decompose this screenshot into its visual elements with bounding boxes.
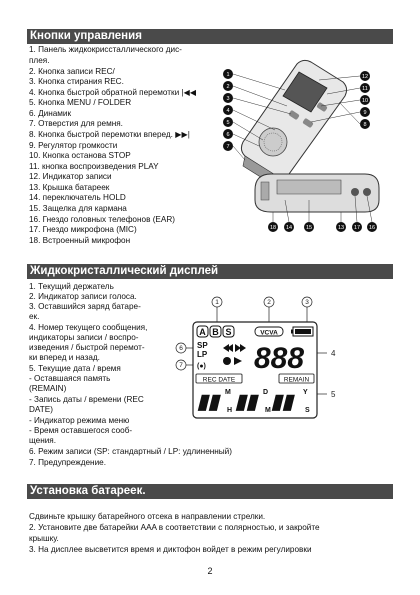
callout-number: 13 — [337, 225, 345, 231]
controls-item: 3. Кнопка стирания REC. — [29, 77, 124, 86]
callout-number: 1 — [226, 72, 230, 78]
battery-step: 2. Установите две батарейки AAA в соответствии с полярностью, и закройте — [29, 523, 320, 532]
callout-number: 3 — [226, 96, 230, 102]
callout-number: 12 — [361, 74, 369, 80]
lcd-item: - Индикатор режима меню — [29, 416, 130, 425]
svg-text:▮▮: ▮▮ — [197, 391, 220, 413]
rec-date-indicator: REC DATE — [202, 376, 236, 384]
lcd-item: 5. Текущие дата / время — [29, 364, 121, 373]
lcd-item: изведения / быстрой перемот- — [29, 343, 145, 352]
controls-item: 17. Гнездо микрофона (MIC) — [29, 225, 137, 234]
battery-step: Сдвиньте крышку батарейного отсека в направлении стрелки. — [29, 512, 266, 521]
lcd-callout: 5 — [331, 390, 336, 399]
callout-number: 10 — [361, 98, 369, 104]
lcd-item: 4. Номер текущего сообщения, — [29, 323, 148, 332]
lcd-callout: 3 — [305, 299, 309, 306]
battery-step: 3. На дисплее высветится время и диктофон войдет в режим регулировки — [29, 545, 312, 554]
controls-item: 6. Динамик — [29, 109, 72, 118]
folder-a-indicator: A — [199, 327, 206, 337]
lcd-callout: 7 — [179, 362, 183, 369]
lcd-callout: 1 — [215, 299, 219, 306]
lcd-item: 1. Текущий держатель — [29, 282, 114, 291]
callout-number: 16 — [368, 225, 376, 231]
controls-item: 4. Кнопка быстрой обратной перемотки |◀◀ — [29, 88, 197, 97]
lcd-item: (REMAIN) — [29, 384, 67, 393]
callout-number: 17 — [353, 225, 361, 231]
callout-number: 7 — [226, 144, 230, 150]
svg-text:S: S — [305, 407, 310, 414]
controls-item: 11. кнопка воспроизведения PLAY — [29, 162, 159, 171]
controls-item: 2. Кнопка записи REC/ — [29, 67, 115, 76]
record-icon — [223, 357, 231, 365]
lcd-item: - Оставшаяся память — [29, 374, 111, 383]
svg-text:M: M — [225, 389, 231, 396]
section-header-battery: Установка батареек. — [27, 484, 393, 499]
controls-item: 1. Панель жидкокриссталлического дис- — [29, 45, 182, 54]
callout-number: 2 — [226, 84, 230, 90]
lcd-item: - Запись даты / времени (REC — [29, 395, 144, 404]
lcd-item: ки вперед и назад. — [29, 353, 100, 362]
lcd-callout: 4 — [331, 349, 336, 358]
callout-number: 18 — [269, 225, 277, 231]
svg-text:▮▮: ▮▮ — [271, 391, 294, 413]
svg-text:▮▮: ▮▮ — [235, 391, 258, 413]
lcd-item: DATE) — [29, 405, 53, 414]
controls-item: 13. Крышка батареек — [29, 183, 110, 192]
date-time-segments — [197, 391, 295, 413]
lcd-callout: 6 — [179, 345, 183, 352]
lcd-item: щения. — [29, 436, 57, 445]
recorder-illustration — [215, 50, 395, 245]
lcd-item: 7. Предупреждение. — [29, 458, 106, 467]
vcva-indicator: VCVA — [260, 329, 278, 337]
svg-text:Y: Y — [303, 389, 308, 396]
controls-item: 9. Регулятор громкости — [29, 141, 118, 150]
page-number: 2 — [207, 566, 213, 576]
section-header-lcd: Жидкокристаллический дисплей — [27, 264, 393, 279]
svg-text:M: M — [265, 407, 271, 414]
lcd-callout: 2 — [267, 299, 271, 306]
callout-number: 6 — [226, 132, 230, 138]
folder-s-indicator: S — [225, 327, 232, 337]
message-number-digits: 888 — [253, 342, 305, 375]
section-header-controls: Кнопки управления — [27, 29, 393, 44]
sp-indicator: SP — [197, 341, 208, 350]
folder-b-indicator: B — [212, 327, 219, 337]
controls-item: плея. — [29, 56, 50, 65]
controls-item: 10. Кнопка останова STOP — [29, 151, 131, 160]
lcd-item: 2. Индикатор записи голоса. — [29, 292, 137, 301]
lcd-item: индикаторы записи / воспро- — [29, 333, 139, 342]
lcd-item: 3. Оставшийся заряд батаре- — [29, 302, 141, 311]
controls-item: 5. Кнопка MENU / FOLDER — [29, 98, 132, 107]
controls-item: 12. Индикатор записи — [29, 172, 112, 181]
callout-number: 5 — [226, 120, 230, 126]
svg-text:H: H — [227, 407, 233, 414]
svg-text:D: D — [263, 389, 269, 396]
lcd-item: ек. — [29, 312, 40, 321]
recorder-side-view — [255, 174, 379, 212]
recorder-front-view — [241, 60, 346, 186]
controls-item: 8. Кнопка быстрой перемотки вперед. ▶▶| — [29, 130, 190, 139]
controls-item: 16. Гнездо головных телефонов (EAR) — [29, 215, 175, 224]
callout-number: 14 — [285, 225, 293, 231]
lcd-item: 6. Режим записи (SP: стандартный / LP: удлиненный) — [29, 447, 232, 456]
lp-indicator: LP — [197, 350, 208, 359]
callout-number: 15 — [305, 225, 313, 231]
callout-number: 8 — [363, 122, 367, 128]
warning-icon: (●) — [197, 363, 206, 370]
remain-indicator: REMAIN — [283, 376, 310, 384]
battery-step: крышку. — [29, 534, 59, 543]
controls-item: 15. Защелка для кармана — [29, 204, 127, 213]
controls-item: 7. Отверстия для ремня. — [29, 119, 123, 128]
callout-number: 4 — [226, 108, 230, 114]
lcd-display-illustration — [175, 288, 395, 428]
controls-item: 14. переключатель HOLD — [29, 193, 126, 202]
controls-item: 18. Встроенный микрофон — [29, 236, 131, 245]
callout-number: 11 — [362, 86, 368, 92]
callout-number: 9 — [363, 110, 367, 116]
lcd-item: - Время оставшегося сооб- — [29, 426, 133, 435]
